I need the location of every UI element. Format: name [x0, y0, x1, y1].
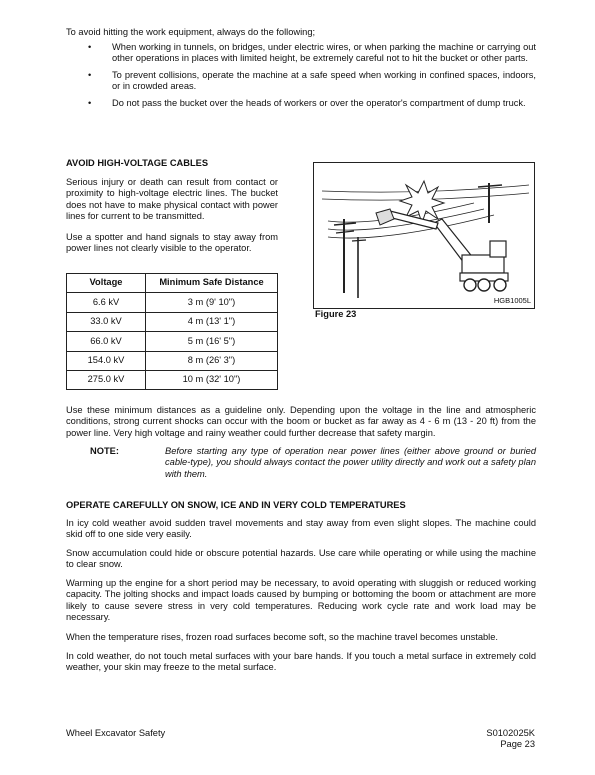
bullet-icon: •	[88, 42, 92, 52]
table-header-row	[67, 274, 278, 293]
table-row	[67, 332, 278, 351]
cold-paragraph: In cold weather, do not touch metal surfaces with your bare hands. If you touch a metal surface in extremely cold weather, your skin may freeze to the metal surface.	[66, 651, 536, 673]
section-heading-high-voltage: AVOID HIGH-VOLTAGE CABLES	[66, 158, 209, 168]
distance-cell: 10 m (32' 10")	[146, 370, 278, 389]
bullet-item: • To prevent collisions, operate the machine at a safe speed when working in confined spaces, indoors, or in crowded areas.	[88, 69, 536, 92]
voltage-cell: 275.0 kV	[67, 370, 146, 389]
guideline-paragraph: Use these minimum distances as a guideline only. Depending upon the voltage in the line and atmospheric conditions, strong current shocks can occur with the boom or bucket as far away as 4 - 6 m (13 - 20 ft) from the power line. Very high voltage and rainy weather could further decrease that safety margin.	[66, 405, 536, 438]
bullet-list	[66, 42, 536, 114]
bullet-icon: •	[88, 69, 92, 80]
distance-cell: 5 m (16' 5")	[146, 332, 278, 351]
cold-paragraph: Snow accumulation could hide or obscure potential hazards. Use care while operating or while using the machine to clear snow.	[66, 548, 536, 570]
table-row	[67, 293, 278, 312]
footer-page-number: Page 23	[500, 739, 535, 750]
distance-cell: 4 m (13' 1")	[146, 312, 278, 331]
note-label: NOTE:	[90, 446, 119, 456]
voltage-cell: 154.0 kV	[67, 351, 146, 370]
voltage-cell: 6.6 kV	[67, 293, 146, 312]
distance-cell: 8 m (26' 3")	[146, 351, 278, 370]
voltage-cell: 33.0 kV	[67, 312, 146, 331]
table-row	[67, 312, 278, 331]
note-text: Before starting any type of operation near power lines (either above ground or buried cable-type), you should always contact the power utility directly and work out a safety plan with them.	[165, 446, 536, 479]
safe-distance-table	[66, 273, 278, 390]
cold-paragraph: In icy cold weather avoid sudden travel movements and stay away from even slight slopes. The machine could skid off to one side very easily.	[66, 518, 536, 540]
table-row	[67, 351, 278, 370]
bullet-icon: •	[88, 97, 92, 108]
figure-code: HGB1005L	[493, 295, 531, 305]
table-header-voltage: Voltage	[67, 274, 146, 293]
footer-title: Wheel Excavator Safety	[66, 728, 166, 738]
intro-text: To avoid hitting the work equipment, always do the following;	[66, 27, 316, 37]
bullet-item: • Do not pass the bucket over the heads of workers or over the operator's compartment of dump truck.	[88, 97, 526, 108]
cold-paragraph: Warming up the engine for a short period may be necessary, to avoid operating with sluggish or reduced working capacity. The jolting shocks and impact loads caused by bumping or bottoming the boom or attachment are more likely to cause severe stress in very cold temperatures. Reducing work cycle rate and work load may be necessary.	[66, 578, 536, 623]
section-heading-cold-weather: OPERATE CAREFULLY ON SNOW, ICE AND IN VERY COLD TEMPERATURES	[66, 500, 406, 510]
table-header-distance: Minimum Safe Distance	[146, 274, 278, 293]
figure-caption: Figure 23	[315, 309, 357, 319]
excavator-power-line-icon	[314, 163, 534, 308]
spotter-paragraph: Use a spotter and hand signals to stay away from power lines not clearly visible to the operator.	[66, 232, 278, 254]
voltage-cell: 66.0 kV	[67, 332, 146, 351]
figure-23-illustration	[313, 162, 535, 309]
footer-doc-code: S0102025K	[486, 728, 535, 738]
distance-cell: 3 m (9' 10")	[146, 293, 278, 312]
high-voltage-paragraph: Serious injury or death can result from contact or proximity to high-voltage electric lines. The bucket does not have to make physical contact with power lines for current to be transmitted.	[66, 177, 278, 222]
table-row	[67, 370, 278, 389]
cold-paragraph: When the temperature rises, frozen road surfaces become soft, so the machine travel becomes unstable.	[66, 632, 499, 642]
footer-right	[486, 728, 535, 751]
bullet-item: • When working in tunnels, on bridges, under electric wires, or when parking the machine or carrying out other operations in places with limited height, be extremely careful not to hit the bucket or other parts.	[88, 42, 536, 64]
